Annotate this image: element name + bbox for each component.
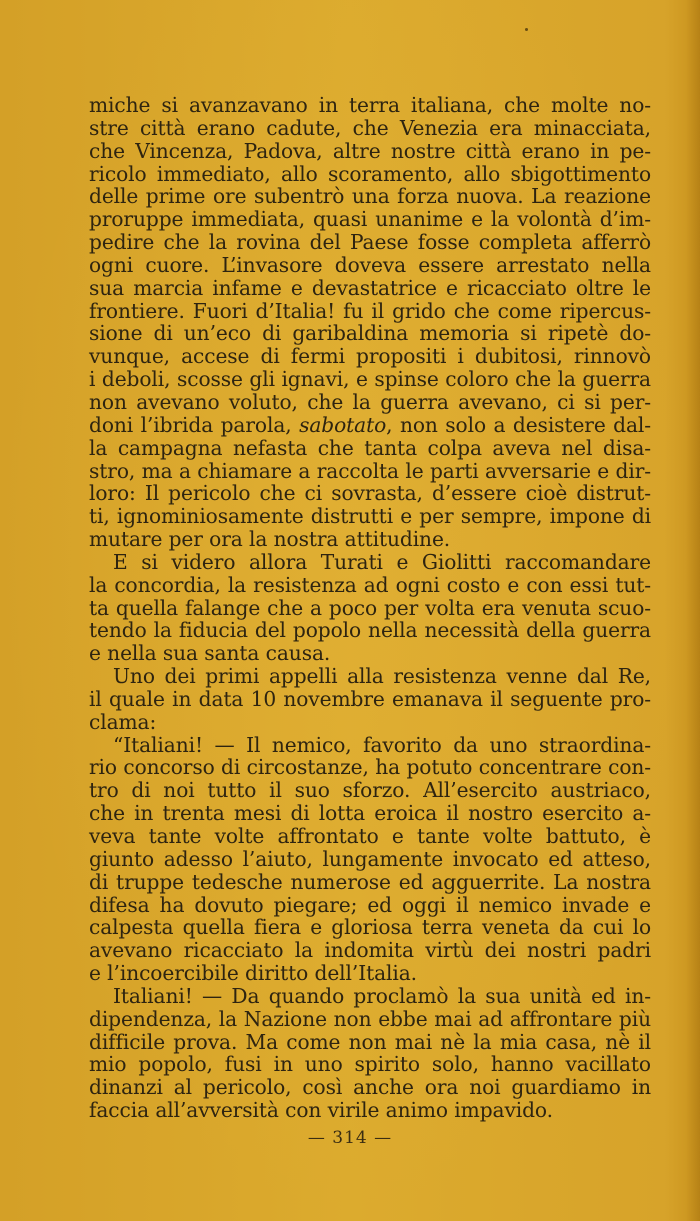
text-line: mutare per ora la nostra attitudine.	[89, 527, 451, 552]
text-line: ogni cuore. L’invasore doveva essere arrestato nella	[89, 252, 651, 277]
text-line: il quale in data 10 novembre emanava il seguente pro-	[89, 686, 651, 711]
text-line: pedire che la rovina del Paese fosse completa afferrò	[89, 230, 651, 255]
text-line: sua marcia infame e devastatrice e ricacciato oltre le	[89, 275, 651, 300]
text-line: faccia all’avversità con virile animo impavido.	[89, 1098, 553, 1123]
text-line: la concordia, la resistenza ad ogni costo e con essi tut-	[89, 572, 651, 597]
italic-word: sabotato	[299, 412, 387, 437]
text-line: loro: Il pericolo che ci sovrasta, d’essere cioè distrut-	[89, 481, 651, 506]
text-line: calpesta quella fiera e gloriosa terra veneta da cui lo	[89, 915, 651, 940]
text-line: tro di noi tutto il suo sforzo. All’esercito austriaco,	[89, 778, 651, 803]
text-line: dinanzi al pericolo, così anche ora noi guardiamo in	[89, 1075, 651, 1100]
text-line: doni l’ibrida parola, sabotato, non solo a desistere dal-	[89, 412, 652, 437]
text-line: veva tante volte affrontato e tante volte battuto, è	[89, 824, 651, 848]
text-line: E si videro allora Turati e Giolitti raccomandare	[113, 549, 651, 574]
text-line: e nella sua santa causa.	[89, 641, 331, 666]
text-line: tendo la fiducia del popolo nella necessità della guerra	[89, 618, 651, 643]
text-line: e l’incoercibile diritto dell’Italia.	[89, 961, 417, 986]
text-line: ta quella falange che a poco per volta era venuta scuo-	[89, 595, 651, 620]
text-line: ti, ignominiosamente distrutti e per sempre, impone di	[89, 504, 651, 529]
text-line: che in trenta mesi di lotta eroica il nostro esercito a-	[89, 801, 651, 826]
text-line: delle prime ore subentrò una forza nuova. La reazione	[89, 184, 651, 209]
text-line: dipendenza, la Nazione non ebbe mai ad affrontare più	[89, 1006, 651, 1031]
text-line: stro, ma a chiamare a raccolta le parti avversarie e dir-	[89, 458, 651, 483]
body-text	[89, 94, 651, 1122]
text-line: di truppe tedesche numerose ed agguerrite. La nostra	[89, 869, 651, 894]
text-line: rio concorso di circostanze, ha potuto concentrare con-	[89, 755, 651, 780]
text-line: mio popolo, fusi in uno spirito solo, hanno vacillato	[89, 1052, 651, 1077]
text-line: difesa ha dovuto piegare; ed oggi il nemico invade e	[89, 892, 651, 917]
text-line: ricolo immediato, allo scoramento, allo sbigottimento	[89, 161, 651, 186]
text-line: Uno dei primi appelli alla resistenza venne dal Re,	[113, 664, 651, 689]
page-edge-shadow	[686, 0, 700, 1221]
text-line: i deboli, scosse gli ignavi, e spinse coloro che la guerra	[89, 367, 651, 392]
text-line: vunque, accese di fermi propositi i dubitosi, rinnovò	[89, 344, 651, 369]
text-line: sione di un’eco di garibaldina memoria si ripetè do-	[89, 321, 651, 346]
text-line: la campagna nefasta che tanta colpa aveva nel disa-	[89, 435, 651, 460]
text-line: non avevano voluto, che la guerra avevano, ci si per-	[89, 389, 651, 414]
paper-speck	[525, 28, 528, 31]
text-line: miche si avanzavano in terra italiana, che molte no-	[89, 93, 651, 117]
text-line: Italiani! — Da quando proclamò la sua unità ed in-	[113, 983, 651, 1008]
text-line: avevano ricacciato la indomita virtù dei nostri padri	[89, 938, 651, 963]
text-line: giunto adesso l’aiuto, lungamente invocato ed atteso,	[89, 846, 651, 871]
text-line: clama:	[89, 709, 157, 734]
page-number: — 314 —	[307, 1128, 393, 1148]
text-line: frontiere. Fuori d’Italia! fu il grido che come ripercus-	[89, 298, 651, 323]
text-line: che Vincenza, Padova, altre nostre città erano in pe-	[89, 138, 651, 163]
text-line: proruppe immediata, quasi unanime e la volontà d’im-	[89, 207, 651, 232]
text-line: “Italiani! — Il nemico, favorito da uno straordina-	[113, 732, 651, 757]
text-line: stre città erano cadute, che Venezia era minacciata,	[89, 115, 651, 140]
text-line: difficile prova. Ma come non mai nè la mia casa, nè il	[89, 1029, 651, 1054]
